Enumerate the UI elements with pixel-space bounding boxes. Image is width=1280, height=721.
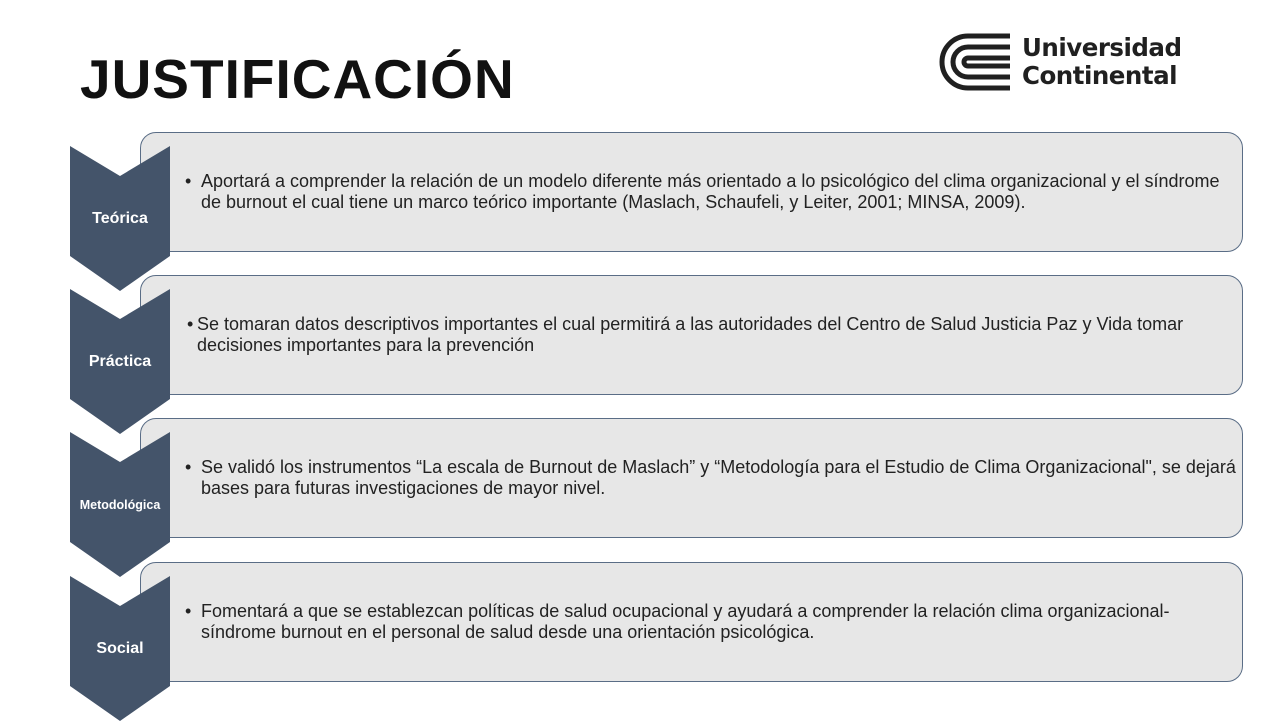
stacked-c-logo-icon [938,32,1014,92]
logo-line-1: Universidad [1022,33,1182,62]
bullet-text: • Se tomaran datos descriptivos importantes el cual permitirá a las autoridades del Centro de Salud Justicia Paz y Vida tomar decisiones importantes para la prevención [185,314,1242,356]
logo-wordmark [1022,34,1182,90]
item-label: Social [96,639,144,657]
university-logo [938,32,1188,94]
content-text [185,418,1242,538]
item-label: Práctica [88,352,152,370]
item-label: Metodológica [79,497,161,512]
content-text [185,562,1242,682]
bullet-text: • Se validó los instrumentos “La escala de Burnout de Maslach” y “Metodología para el Estudio de Clima Organizacional", se dejará bases para futuras investigaciones de mayor nivel. [185,457,1242,499]
content-text [185,275,1242,395]
item-label: Teórica [92,209,148,227]
bullet-text: • Fomentará a que se establezcan políticas de salud ocupacional y ayudará a comprender la relación clima organizacional-síndrome burnout en el personal de salud desde una orientación psicológica. [185,601,1242,643]
logo-line-2: Continental [1022,61,1178,90]
content-text [185,132,1242,252]
bullet-text: • Aportará a comprender la relación de un modelo diferente más orientado a lo psicológico del clima organizacional y el síndrome de burnout el cual tiene un marco teórico importante (Maslach, Schaufeli, y Leiter, 2001; MINSA, 2009). [185,171,1242,213]
slide-title: JUSTIFICACIÓN [80,48,515,110]
